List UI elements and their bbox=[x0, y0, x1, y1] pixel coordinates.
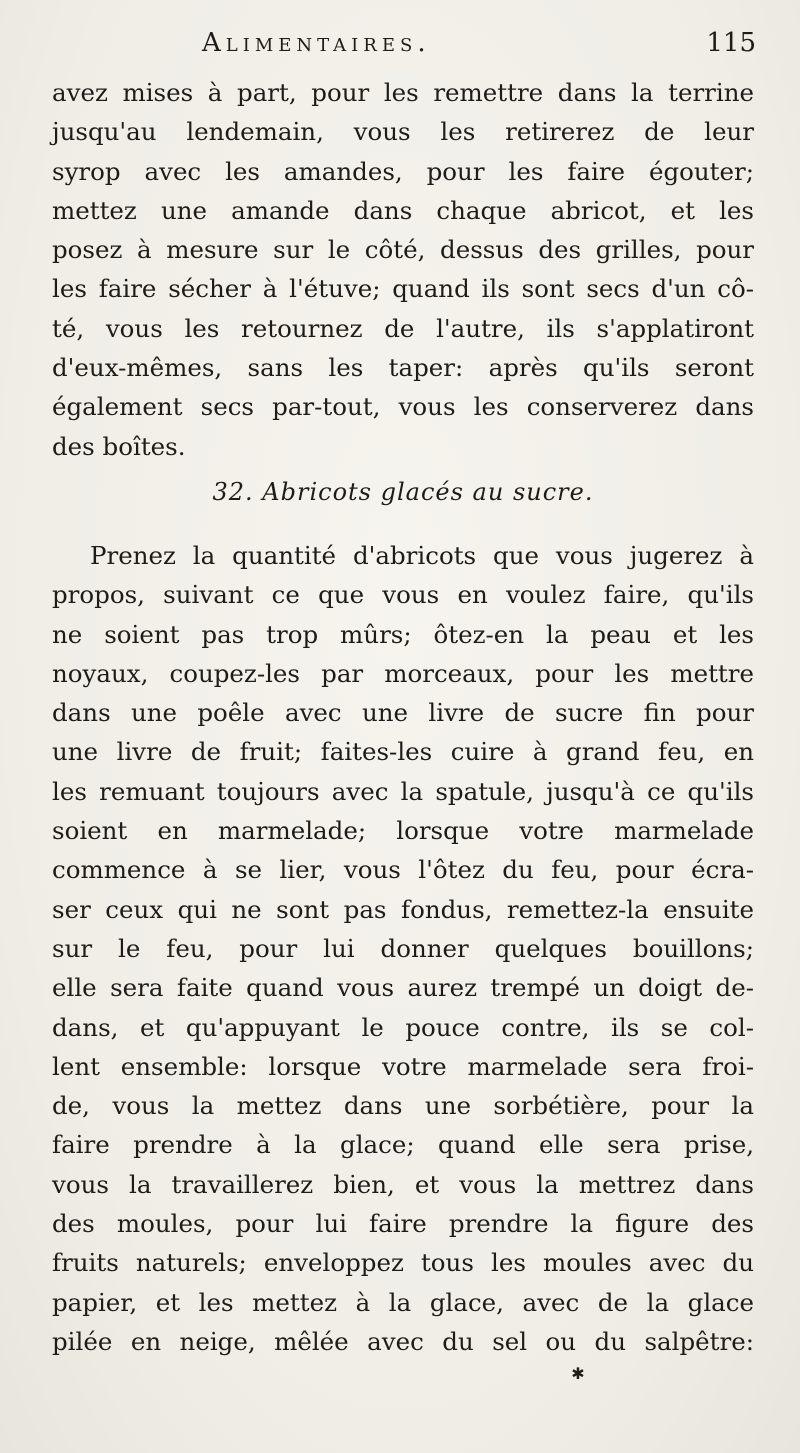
text-line: posez à mesure sur le côté, dessus des grilles, pour bbox=[52, 235, 754, 265]
text-line: des moules, pour lui faire prendre la figure des bbox=[52, 1209, 754, 1239]
paragraph-continuation bbox=[52, 73, 754, 466]
text-line: ser ceux qui ne sont pas fondus, remettez-la ensuite bbox=[52, 894, 754, 924]
running-head: Alimentaires. bbox=[202, 28, 431, 58]
page-header bbox=[52, 22, 756, 66]
page-number: 115 bbox=[706, 28, 756, 58]
text-line: avez mises à part, pour les remettre dans la terrine bbox=[52, 78, 754, 107]
text-line: également secs par-tout, vous les conserverez dans bbox=[52, 392, 754, 422]
text-line: noyaux, coupez-les par morceaux, pour les mettre bbox=[52, 658, 754, 688]
text-line: dans, et qu'appuyant le pouce contre, ils se col- bbox=[52, 1012, 754, 1042]
text-line: jusqu'au lendemain, vous les retirerez de leur bbox=[52, 117, 754, 147]
text-line: Prenez la quantité d'abricots que vous jugerez à bbox=[90, 541, 754, 570]
text-line: de, vous la mettez dans une sorbétière, pour la bbox=[52, 1091, 754, 1121]
text-line: lent ensemble: lorsque votre marmelade sera froi- bbox=[52, 1051, 754, 1081]
text-line: vous la travaillerez bien, et vous la mettrez dans bbox=[52, 1169, 754, 1199]
signature-mark-icon: ✱ bbox=[571, 1364, 585, 1383]
text-line: papier, et les mettez à la glace, avec de la glace bbox=[52, 1287, 754, 1317]
text-line: une livre de fruit; faites-les cuire à grand feu, en bbox=[52, 737, 754, 767]
text-line: dans une poêle avec une livre de sucre fin pour bbox=[52, 698, 754, 728]
text-line: les faire sécher à l'étuve; quand ils sont secs d'un cô- bbox=[52, 274, 754, 304]
text-line: faire prendre à la glace; quand elle sera prise, bbox=[52, 1130, 754, 1160]
text-line: té, vous les retournez de l'autre, ils s'applatiront bbox=[52, 313, 754, 343]
text-line: sur le feu, pour lui donner quelques bouillons; bbox=[52, 933, 754, 963]
text-line: des boîtes. bbox=[52, 431, 186, 461]
recipe-paragraph bbox=[52, 536, 754, 1361]
recipe-heading: 32. Abricots glacés au sucre. bbox=[212, 478, 594, 506]
text-line: mettez une amande dans chaque abricot, et les bbox=[52, 195, 754, 225]
text-line: soient en marmelade; lorsque votre marmelade bbox=[52, 816, 754, 846]
text-line: elle sera faite quand vous aurez trempé un doigt de- bbox=[52, 973, 754, 1003]
text-line: syrop avec les amandes, pour les faire égouter; bbox=[52, 156, 754, 186]
text-line: commence à se lier, vous l'ôtez du feu, pour écra- bbox=[52, 855, 754, 885]
text-line: propos, suivant ce que vous en voulez faire, qu'ils bbox=[52, 580, 754, 610]
text-line: ne soient pas trop mûrs; ôtez-en la peau et les bbox=[52, 619, 754, 649]
text-line: les remuant toujours avec la spatule, jusqu'à ce qu'ils bbox=[52, 776, 754, 806]
text-line: d'eux-mêmes, sans les taper: après qu'ils seront bbox=[52, 353, 754, 383]
text-line: fruits naturels; enveloppez tous les moules avec du bbox=[52, 1248, 754, 1278]
text-line: pilée en neige, mêlée avec du sel ou du salpêtre: bbox=[52, 1326, 754, 1356]
